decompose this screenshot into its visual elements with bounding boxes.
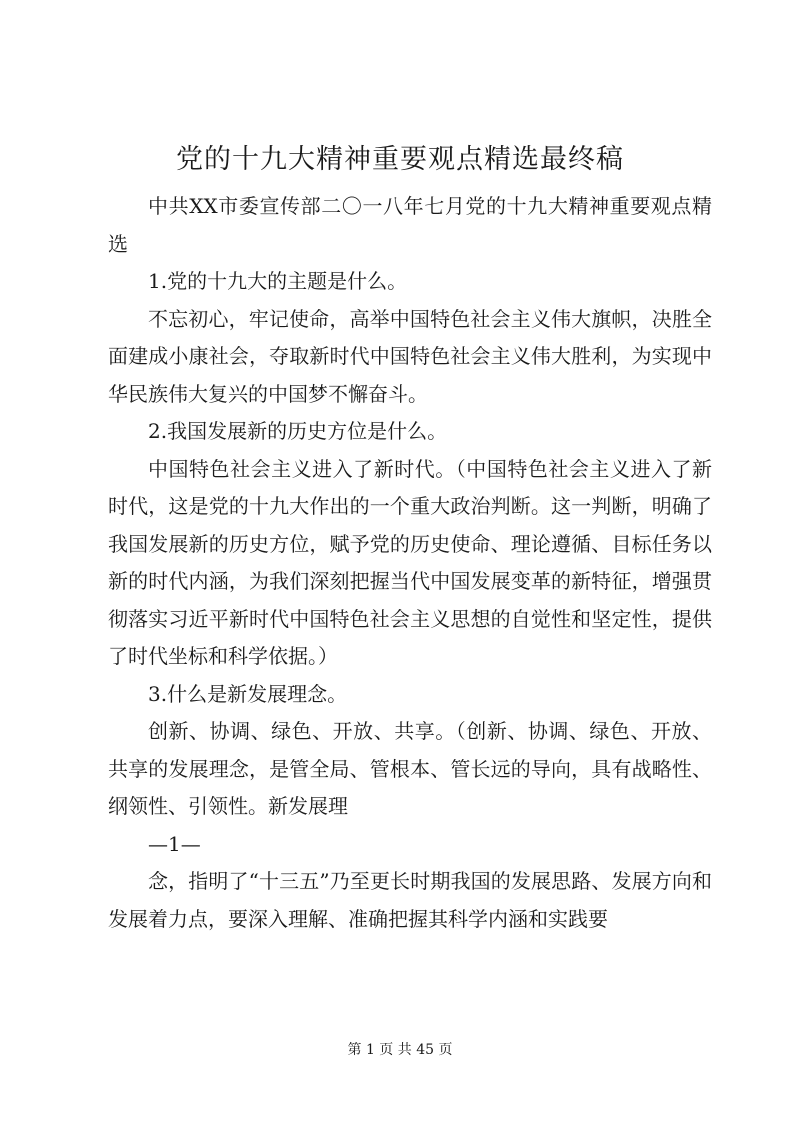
question-heading-2: 2.我国发展新的历史方位是什么。: [148, 419, 448, 443]
answer-paragraph-2: 中国特色社会主义进入了新时代。（中国特色社会主义进入了新时代，这是党的十九大作出的一个重大政治判断。这一判断，明确了我国发展新的历史方位，赋予党的历史使命、理论遵循、目标任务以新的时代内涵，为我们深刻把握当代中国发展变革的新特征，增强贯彻落实习近平新时代中国特色社会主义思想的自觉性和坚定性，提供了时代坐标和科学依据。）: [108, 456, 712, 668]
answer-paragraph-1: 不忘初心，牢记使命，高举中国特色社会主义伟大旗帜，决胜全面建成小康社会，夺取新时代中国特色社会主义伟大胜利，为实现中华民族伟大复兴的中国梦不懈奋斗。: [108, 306, 712, 406]
question-heading-1: 1.党的十九大的主题是什么。: [148, 269, 408, 293]
document-title: 党的十九大精神重要观点精选最终稿: [176, 144, 624, 175]
inline-page-marker: —1—: [148, 831, 201, 856]
paragraph-source-line: 中共XX市委宣传部二〇一八年七月党的十九大精神重要观点精选: [108, 194, 712, 256]
page-footer: 第 1 页 共 45 页: [347, 1042, 453, 1058]
answer-paragraph-3-continued: 念，指明了“十三五”乃至更长时期我国的发展思路、发展方向和发展着力点，要深入理解、准确把握其科学内涵和实践要: [108, 869, 712, 931]
answer-paragraph-3: 创新、协调、绿色、开放、共享。（创新、协调、绿色、开放、共享的发展理念，是管全局、管根本、管长远的导向，具有战略性、纲领性、引领性。新发展理: [108, 719, 712, 818]
question-heading-3: 3.什么是新发展理念。: [148, 681, 348, 706]
document-body: [108, 188, 712, 938]
